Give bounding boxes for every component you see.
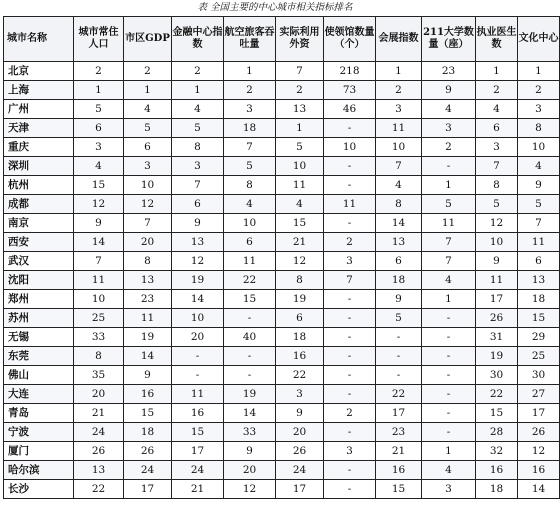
rank-cell: - (376, 328, 422, 347)
rank-cell: 31 (476, 328, 518, 347)
rank-cell: 10 (324, 138, 376, 157)
table-row (4, 195, 560, 214)
rank-cell: 5 (376, 309, 422, 328)
rank-cell: 3 (276, 385, 324, 404)
rank-cell: 11 (172, 385, 224, 404)
rank-cell: 11 (376, 119, 422, 138)
header-consulates: 使领馆数量（个） (324, 17, 376, 62)
rank-cell: - (422, 404, 476, 423)
rank-cell: 7 (376, 157, 422, 176)
rank-cell: 6 (172, 195, 224, 214)
rank-cell: 23 (124, 290, 172, 309)
rank-cell: - (224, 309, 276, 328)
table-row (4, 157, 560, 176)
rank-cell: 35 (74, 366, 124, 385)
rank-cell: 19 (276, 290, 324, 309)
rank-cell: 15 (276, 214, 324, 233)
rank-cell: 4 (172, 100, 224, 119)
rank-cell: 7 (172, 176, 224, 195)
rank-cell: 7 (422, 252, 476, 271)
header-211-universities: 211大学数量（座） (422, 17, 476, 62)
rank-cell: 6 (224, 233, 276, 252)
rank-cell: - (172, 366, 224, 385)
rank-cell: 20 (124, 233, 172, 252)
rank-cell: 19 (476, 347, 518, 366)
rank-cell: - (324, 176, 376, 195)
rank-cell: 22 (476, 385, 518, 404)
rank-cell: 21 (74, 404, 124, 423)
rank-cell: 8 (518, 119, 560, 138)
rank-cell: 3 (124, 157, 172, 176)
rank-cell: - (422, 366, 476, 385)
table-row (4, 119, 560, 138)
rank-cell: 9 (74, 214, 124, 233)
rank-cell: 8 (124, 252, 172, 271)
table-row (4, 347, 560, 366)
table-caption: 表 全国主要的中心城市相关指标排名 (197, 2, 353, 13)
rank-cell: 17 (376, 404, 422, 423)
city-name-cell: 杭州 (4, 176, 74, 195)
rank-cell: 4 (422, 271, 476, 290)
table-row (4, 461, 560, 480)
rank-cell: 23 (376, 423, 422, 442)
rank-cell: 3 (324, 252, 376, 271)
rank-cell: 22 (276, 366, 324, 385)
rank-cell: 18 (276, 328, 324, 347)
rank-cell: 30 (518, 366, 560, 385)
rank-cell: - (324, 423, 376, 442)
rank-cell: 7 (324, 271, 376, 290)
rank-cell: - (324, 309, 376, 328)
city-name-cell: 深圳 (4, 157, 74, 176)
rank-cell: 2 (124, 62, 172, 81)
rank-cell: 15 (476, 404, 518, 423)
rank-cell: 4 (422, 461, 476, 480)
rank-cell: 2 (518, 81, 560, 100)
rank-cell: - (376, 366, 422, 385)
rank-cell: 18 (224, 119, 276, 138)
rank-cell: - (324, 328, 376, 347)
header-city: 城市名称 (4, 17, 74, 62)
rank-cell: 11 (324, 195, 376, 214)
header-air-passengers: 航空旅客吞吐量 (224, 17, 276, 62)
rank-cell: 15 (224, 290, 276, 309)
rank-cell: 21 (276, 233, 324, 252)
rank-cell: 8 (276, 271, 324, 290)
rank-cell: 6 (276, 309, 324, 328)
header-row (4, 17, 560, 62)
rank-cell: - (422, 157, 476, 176)
rank-cell: 18 (124, 423, 172, 442)
rank-cell: 4 (74, 157, 124, 176)
rank-cell: 4 (124, 100, 172, 119)
rank-cell: 18 (476, 480, 518, 499)
rank-cell: 1 (422, 442, 476, 461)
city-name-cell: 大连 (4, 385, 74, 404)
rank-cell: 25 (74, 309, 124, 328)
table-row (4, 100, 560, 119)
rank-cell: 10 (376, 138, 422, 157)
rank-cell: 20 (276, 423, 324, 442)
rank-cell: 14 (172, 290, 224, 309)
rank-cell: 3 (476, 138, 518, 157)
rank-cell: 10 (124, 176, 172, 195)
rank-cell: 6 (376, 252, 422, 271)
city-name-cell: 东莞 (4, 347, 74, 366)
rank-cell: 33 (224, 423, 276, 442)
table-row (4, 176, 560, 195)
city-name-cell: 宁波 (4, 423, 74, 442)
table-row (4, 328, 560, 347)
header-foreign-investment: 实际利用外资 (276, 17, 324, 62)
rank-cell: 7 (124, 214, 172, 233)
rank-cell: 5 (124, 119, 172, 138)
rank-cell: 12 (476, 214, 518, 233)
rank-cell: 3 (172, 157, 224, 176)
rank-cell: 8 (376, 195, 422, 214)
rank-cell: 17 (476, 290, 518, 309)
rank-cell: - (324, 290, 376, 309)
rank-cell: 27 (518, 385, 560, 404)
rank-cell: 18 (518, 290, 560, 309)
header-finance-index: 金融中心指数 (172, 17, 224, 62)
rank-cell: 26 (74, 442, 124, 461)
rank-cell: 33 (74, 328, 124, 347)
rank-cell: 14 (74, 233, 124, 252)
rank-cell: 13 (74, 461, 124, 480)
rank-cell: - (324, 347, 376, 366)
rank-cell: 13 (124, 271, 172, 290)
rank-cell: - (422, 423, 476, 442)
rank-cell: 2 (276, 81, 324, 100)
city-name-cell: 北京 (4, 62, 74, 81)
rank-cell: 25 (518, 347, 560, 366)
rank-cell: 20 (224, 461, 276, 480)
rank-cell: 20 (74, 385, 124, 404)
rank-cell: 21 (172, 480, 224, 499)
rank-cell: 10 (276, 157, 324, 176)
rank-cell: 24 (276, 461, 324, 480)
city-name-cell: 重庆 (4, 138, 74, 157)
rank-cell: 4 (422, 100, 476, 119)
rank-cell: 18 (376, 271, 422, 290)
table-row (4, 309, 560, 328)
rank-cell: 8 (172, 138, 224, 157)
header-gdp: 市区GDP (124, 17, 172, 62)
rank-cell: 5 (172, 119, 224, 138)
rank-cell: 10 (172, 309, 224, 328)
rank-cell: 19 (124, 328, 172, 347)
city-name-cell: 厦门 (4, 442, 74, 461)
rank-cell: 9 (124, 366, 172, 385)
rank-cell: - (324, 461, 376, 480)
rank-cell: 11 (422, 214, 476, 233)
rank-cell: 26 (276, 442, 324, 461)
rank-cell: 28 (476, 423, 518, 442)
rank-cell: 218 (324, 62, 376, 81)
rank-cell: 2 (324, 233, 376, 252)
city-name-cell: 哈尔滨 (4, 461, 74, 480)
rank-cell: 24 (74, 423, 124, 442)
rank-cell: 10 (518, 138, 560, 157)
rank-cell: 5 (518, 195, 560, 214)
rank-cell: 11 (74, 271, 124, 290)
rank-cell: 17 (124, 480, 172, 499)
rank-cell: 11 (518, 233, 560, 252)
rank-cell: 5 (422, 195, 476, 214)
rank-cell: - (422, 347, 476, 366)
table-row (4, 138, 560, 157)
rank-cell: 17 (518, 404, 560, 423)
rank-cell: 19 (172, 271, 224, 290)
table-row (4, 252, 560, 271)
table-row (4, 290, 560, 309)
rank-cell: 7 (74, 252, 124, 271)
rank-cell: 15 (518, 309, 560, 328)
rank-cell: 22 (224, 271, 276, 290)
rank-cell: 16 (476, 461, 518, 480)
rank-cell: 15 (124, 404, 172, 423)
rank-cell: 1 (124, 81, 172, 100)
rank-cell: 16 (124, 385, 172, 404)
rank-cell: - (324, 480, 376, 499)
rank-cell: 16 (518, 461, 560, 480)
rank-cell: 12 (74, 195, 124, 214)
rank-cell: 14 (376, 214, 422, 233)
rank-cell: 21 (376, 442, 422, 461)
city-name-cell: 上海 (4, 81, 74, 100)
rank-cell: 16 (172, 404, 224, 423)
rank-cell: 12 (172, 252, 224, 271)
city-name-cell: 郑州 (4, 290, 74, 309)
rank-cell: 13 (376, 233, 422, 252)
city-name-cell: 天津 (4, 119, 74, 138)
header-doctors: 执业医生数 (476, 17, 518, 62)
rank-cell: 6 (476, 119, 518, 138)
rank-cell: - (422, 385, 476, 404)
rank-cell: 1 (518, 62, 560, 81)
rank-cell: 8 (224, 176, 276, 195)
city-name-cell: 长沙 (4, 480, 74, 499)
city-name-cell: 苏州 (4, 309, 74, 328)
rank-cell: 8 (476, 176, 518, 195)
rank-cell: 2 (224, 81, 276, 100)
rank-cell: 12 (518, 442, 560, 461)
rank-cell: 1 (172, 81, 224, 100)
rank-cell: 12 (224, 480, 276, 499)
rank-cell: 73 (324, 81, 376, 100)
rank-cell: - (422, 328, 476, 347)
rank-cell: 20 (172, 328, 224, 347)
rank-cell: 1 (422, 290, 476, 309)
rank-cell: 11 (276, 176, 324, 195)
rank-cell: 7 (224, 138, 276, 157)
city-name-cell: 广州 (4, 100, 74, 119)
rank-cell: 40 (224, 328, 276, 347)
rank-cell: 4 (476, 100, 518, 119)
rank-cell: 7 (476, 157, 518, 176)
rank-cell: 7 (276, 62, 324, 81)
rank-cell: - (324, 366, 376, 385)
city-name-cell: 南京 (4, 214, 74, 233)
rank-cell: 26 (124, 442, 172, 461)
city-name-cell: 西安 (4, 233, 74, 252)
rank-cell: 24 (172, 461, 224, 480)
rank-cell: 26 (476, 309, 518, 328)
rank-cell: 5 (224, 157, 276, 176)
rank-cell: 2 (476, 81, 518, 100)
rank-cell: 5 (476, 195, 518, 214)
header-culture-center: 文化中心 (518, 17, 560, 62)
table-row (4, 233, 560, 252)
rank-cell: 15 (376, 480, 422, 499)
rank-cell: 10 (74, 290, 124, 309)
rank-cell: 6 (518, 252, 560, 271)
rank-cell: 6 (124, 138, 172, 157)
rank-cell: 11 (224, 252, 276, 271)
rank-cell: 2 (376, 81, 422, 100)
table-row (4, 404, 560, 423)
rank-cell: - (324, 119, 376, 138)
rank-cell: - (224, 366, 276, 385)
rank-cell: 1 (422, 176, 476, 195)
table-row (4, 81, 560, 100)
rank-cell: 1 (74, 81, 124, 100)
city-name-cell: 成都 (4, 195, 74, 214)
table-row (4, 385, 560, 404)
rank-cell: 46 (324, 100, 376, 119)
rank-cell: 4 (276, 195, 324, 214)
rank-cell: - (324, 157, 376, 176)
rank-cell: 9 (376, 290, 422, 309)
rank-cell: 9 (224, 442, 276, 461)
rank-cell: 2 (324, 404, 376, 423)
rank-cell: 16 (276, 347, 324, 366)
rank-cell: 8 (74, 347, 124, 366)
rank-cell: 22 (74, 480, 124, 499)
rank-cell: 22 (376, 385, 422, 404)
rank-cell: 11 (476, 271, 518, 290)
rank-cell: 4 (224, 195, 276, 214)
rank-cell: 5 (276, 138, 324, 157)
rank-cell: 12 (124, 195, 172, 214)
rank-cell: 2 (422, 138, 476, 157)
rank-cell: 29 (518, 328, 560, 347)
rank-cell: - (172, 347, 224, 366)
rank-cell: 3 (518, 100, 560, 119)
rank-cell: 10 (476, 233, 518, 252)
rank-cell: 16 (376, 461, 422, 480)
rank-cell: 32 (476, 442, 518, 461)
rank-cell: 24 (124, 461, 172, 480)
rank-cell: - (324, 214, 376, 233)
rank-cell: 12 (276, 252, 324, 271)
rank-cell: 14 (224, 404, 276, 423)
rank-cell: 4 (376, 176, 422, 195)
table-row (4, 214, 560, 233)
rank-cell: 17 (276, 480, 324, 499)
rank-cell: 17 (172, 442, 224, 461)
header-exhibition-index: 会展指数 (376, 17, 422, 62)
rank-cell: 1 (224, 62, 276, 81)
rank-cell: 3 (422, 480, 476, 499)
table-row (4, 442, 560, 461)
rank-cell: 1 (476, 62, 518, 81)
rank-cell: 3 (224, 100, 276, 119)
rank-cell: 9 (276, 404, 324, 423)
rank-cell: 11 (124, 309, 172, 328)
rank-cell: - (376, 347, 422, 366)
city-name-cell: 武汉 (4, 252, 74, 271)
header-population: 城市常住人口 (74, 17, 124, 62)
rank-cell: 15 (74, 176, 124, 195)
rank-cell: 9 (172, 214, 224, 233)
rank-cell: 15 (172, 423, 224, 442)
rank-cell: 9 (422, 81, 476, 100)
rank-cell: 3 (376, 100, 422, 119)
rank-cell: 23 (422, 62, 476, 81)
rank-cell: - (224, 347, 276, 366)
rank-cell: 6 (74, 119, 124, 138)
city-name-cell: 佛山 (4, 366, 74, 385)
rank-cell: 13 (276, 100, 324, 119)
rank-cell: 10 (224, 214, 276, 233)
city-name-cell: 无锡 (4, 328, 74, 347)
rank-cell: 5 (74, 100, 124, 119)
rank-cell: 7 (422, 233, 476, 252)
city-name-cell: 沈阳 (4, 271, 74, 290)
table-row (4, 62, 560, 81)
table-row (4, 271, 560, 290)
table-row (4, 480, 560, 499)
rank-cell: - (422, 309, 476, 328)
rank-cell: 7 (518, 214, 560, 233)
rank-cell: 30 (476, 366, 518, 385)
rank-cell: - (324, 385, 376, 404)
city-ranking-table (3, 16, 560, 499)
rank-cell: 2 (172, 62, 224, 81)
rank-cell: 13 (518, 271, 560, 290)
rank-cell: 14 (518, 480, 560, 499)
table-body (4, 62, 560, 499)
rank-cell: 4 (518, 157, 560, 176)
city-name-cell: 青岛 (4, 404, 74, 423)
rank-cell: 26 (518, 423, 560, 442)
table-row (4, 423, 560, 442)
rank-cell: 3 (324, 442, 376, 461)
rank-cell: 1 (376, 62, 422, 81)
rank-cell: 19 (224, 385, 276, 404)
rank-cell: 9 (476, 252, 518, 271)
rank-cell: 13 (172, 233, 224, 252)
rank-cell: 14 (124, 347, 172, 366)
rank-cell: 2 (74, 62, 124, 81)
rank-cell: 3 (422, 119, 476, 138)
rank-cell: 3 (74, 138, 124, 157)
rank-cell: 9 (518, 176, 560, 195)
rank-cell: 1 (276, 119, 324, 138)
table-row (4, 366, 560, 385)
